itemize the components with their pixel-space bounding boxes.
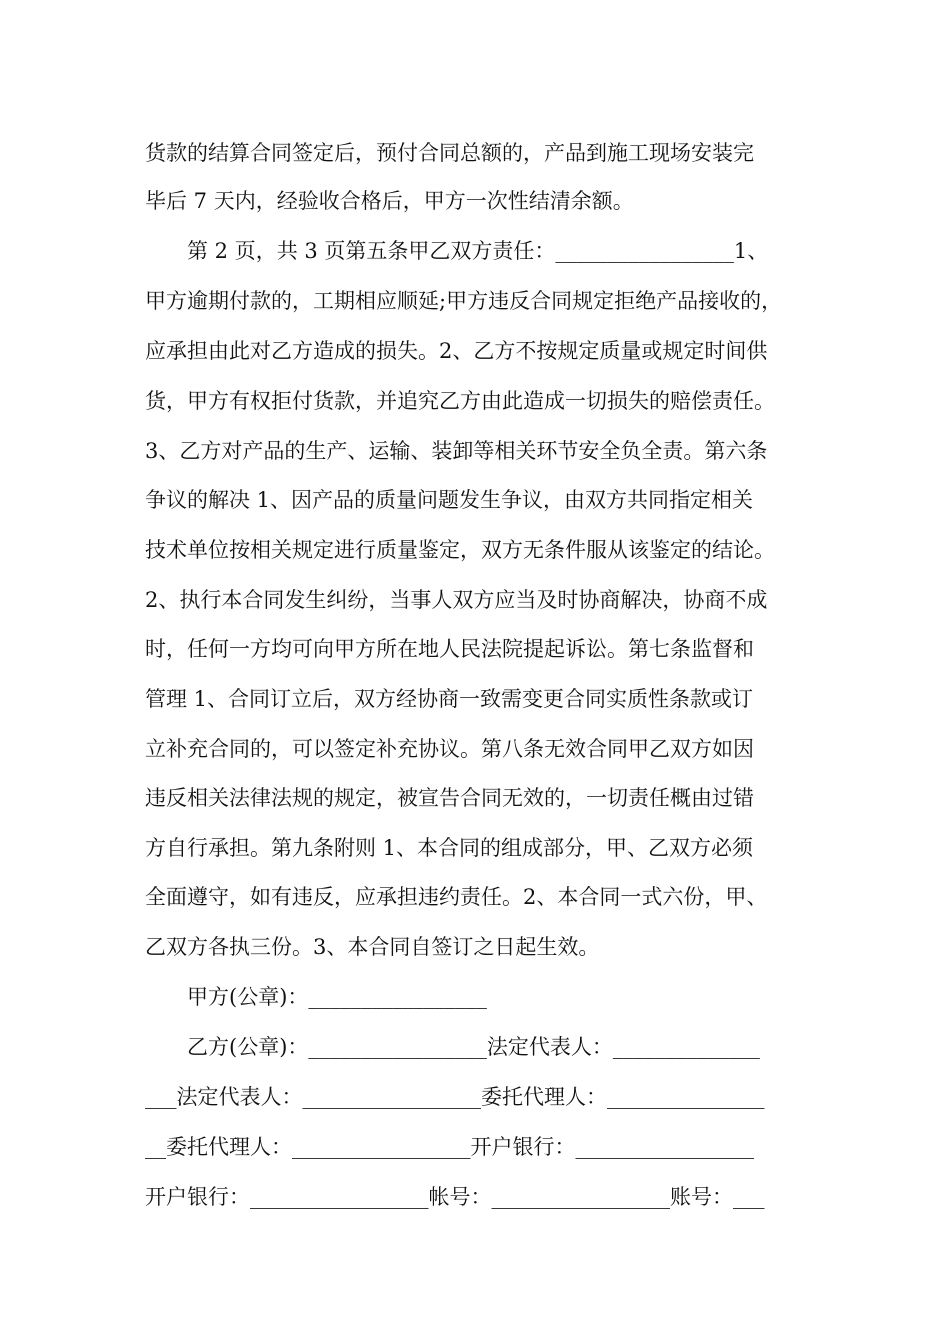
text-line: 全面遵守，如有违反，应承担违约责任。2、本合同一式六份，甲、: [145, 885, 768, 909]
text-line: 争议的解决 1、因产品的质量问题发生争议，由双方共同指定相关: [145, 488, 754, 512]
text-line: 方自行承担。第九条附则 1、本合同的组成部分，甲、乙双方必须: [145, 836, 754, 860]
text-line: 违反相关法律法规的规定，被宣告合同无效的，一切责任概由过错: [145, 786, 754, 810]
text-line: 应承担由此对乙方造成的损失。2、乙方不按规定质量或规定时间供: [145, 339, 768, 363]
text-line: 货款的结算合同签定后，预付合同总额的，产品到施工现场安装完: [145, 141, 754, 165]
signature-line-party-b: 乙方(公章)：_________________法定代表人：______________: [145, 1035, 760, 1059]
text-line: 立补充合同的，可以签定补充协议。第八条无效合同甲乙双方如因: [145, 737, 754, 761]
text-line: 时，任何一方均可向甲方所在地人民法院提起诉讼。第七条监督和: [145, 637, 754, 661]
text-line: 3、乙方对产品的生产、运输、装卸等相关环节安全负全责。第六条: [145, 439, 768, 463]
text-line: 甲方逾期付款的，工期相应顺延;甲方违反合同规定拒绝产品接收的，: [145, 289, 783, 313]
signature-line-party-a: 甲方(公章)：_________________: [145, 985, 487, 1009]
text-line: 毕后 7 天内，经验收合格后，甲方一次性结清余额。: [145, 189, 634, 213]
text-line: 2、执行本合同发生纠纷，当事人双方应当及时协商解决，协商不成: [145, 588, 768, 612]
signature-line-agent: __委托代理人：_________________开户银行：_________________: [145, 1135, 754, 1159]
signature-line-bank: 开户银行：_________________帐号：_________________账号：___: [145, 1185, 765, 1209]
text-line: 管理 1、合同订立后，双方经协商一致需变更合同实质性条款或订: [145, 687, 754, 711]
text-line: 乙双方各执三份。3、本合同自签订之日起生效。: [145, 935, 600, 959]
text-line: 第 2 页，共 3 页第五条甲乙双方责任：_________________1、: [145, 239, 769, 263]
signature-line-legal-rep: ___法定代表人：_________________委托代理人：_______________: [145, 1085, 765, 1109]
text-line: 货，甲方有权拒付货款，并追究乙方由此造成一切损失的赔偿责任。: [145, 389, 775, 413]
text-line: 技术单位按相关规定进行质量鉴定，双方无条件服从该鉴定的结论。: [145, 538, 775, 562]
